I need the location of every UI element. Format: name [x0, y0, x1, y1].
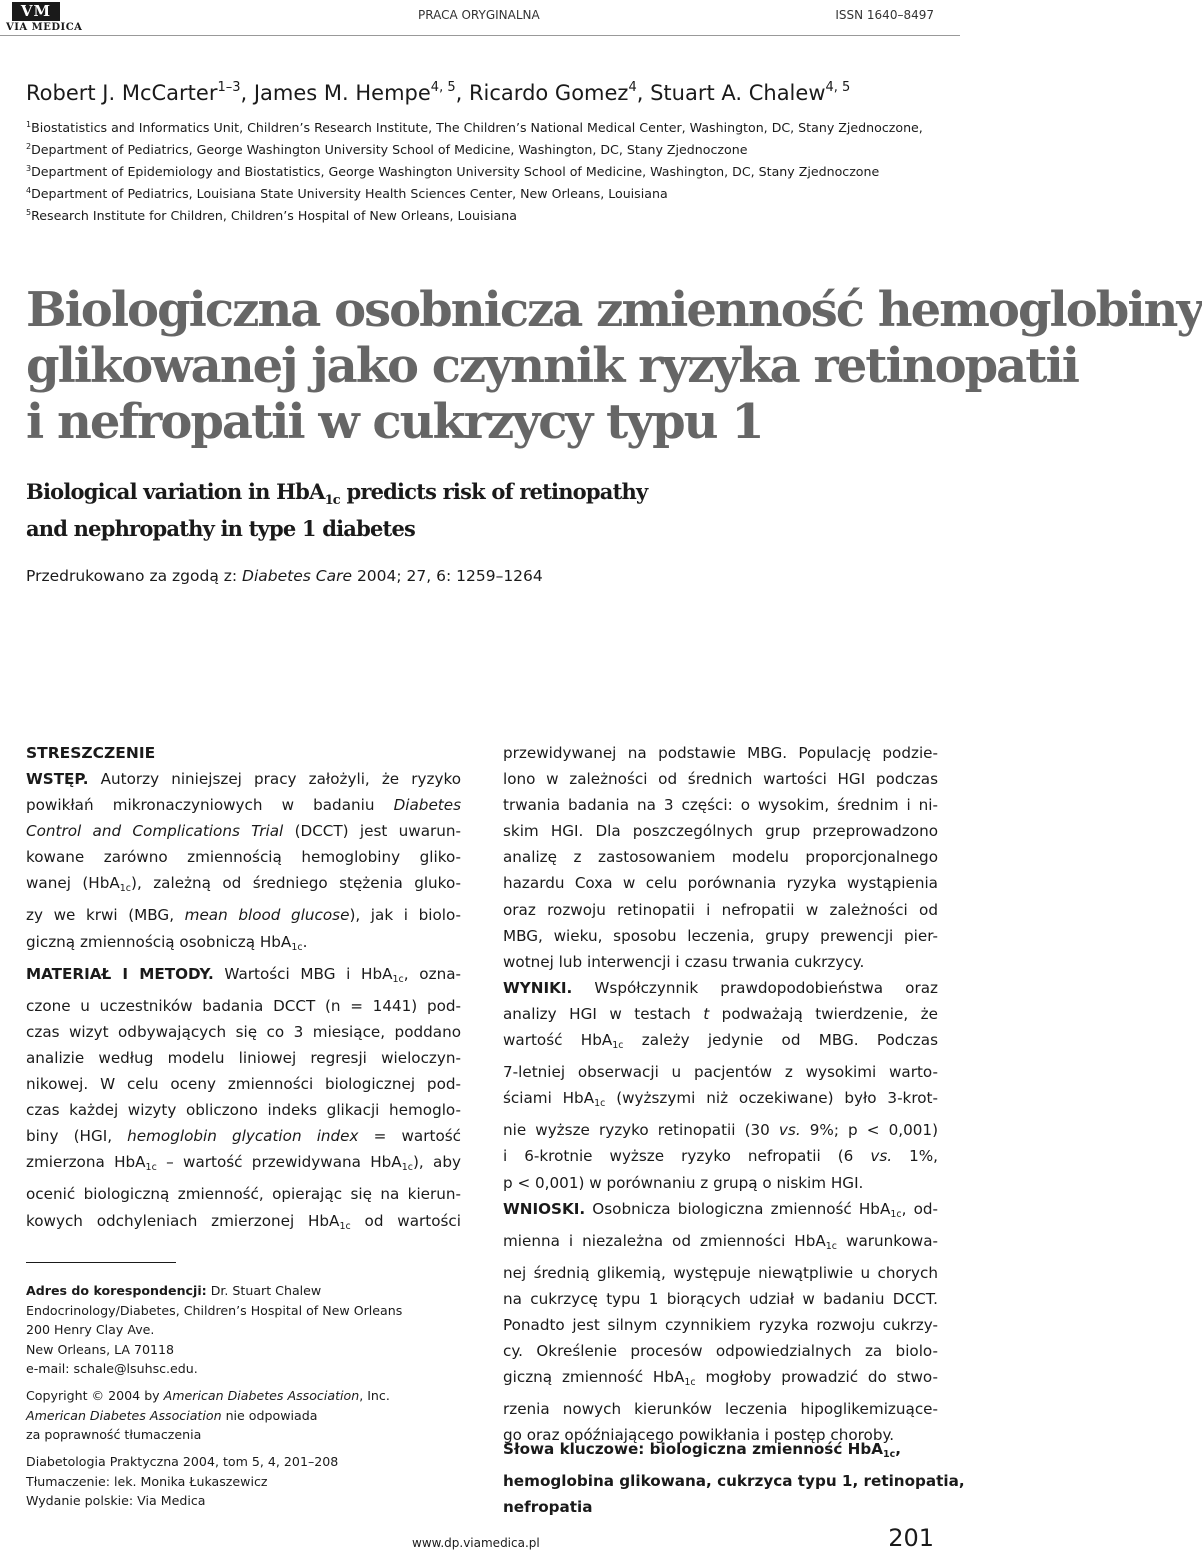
logo-text: VIA MEDICA: [6, 22, 83, 33]
abstract-line: oraz rozwoju retinopatii i nefropatii w zależności od: [503, 900, 938, 919]
publication-block: Diabetologia Praktyczna 2004, tom 5, 4, 201–208 Tłumaczenie: lek. Monika Łukaszewicz Wydanie polskie: Via Medica: [26, 1454, 339, 1508]
abstract-line: skim HGI. Dla poszczególnych grup przeprowadzono: [503, 822, 938, 841]
abstract-line: biny (HGI, hemoglobin glycation index = wartość: [26, 1127, 461, 1146]
abstract-heading: STRESZCZENIE: [26, 744, 156, 762]
title-line: Biological variation in HbA$_{1c}$ predicts risk of retinopathy: [26, 479, 648, 508]
abstract-line: 7-letniej obserwacji u pacjentów z wysokimi warto-: [503, 1063, 938, 1082]
abstract-line: zy we krwi (MBG, mean blood glucose), jak i biolo-: [26, 906, 462, 925]
abstract-line: wartość HbA$_{1c}$ zależy jedynie od MBG. Podczas: [503, 1031, 938, 1052]
article-title-english: [26, 478, 647, 543]
abstract-right-column: [503, 740, 938, 1448]
abstract-line: MATERIAŁ I METODY. Wartości MBG i HbA$_{1c}$, ozna-: [26, 964, 461, 985]
title-line: Biologiczna osobnicza zmienność hemoglobiny: [26, 282, 1202, 338]
affiliation-item: $^5$Research Institute for Children, Children’s Hospital of New Orleans, Louisiana: [26, 208, 517, 223]
abstract-line: WSTĘP. Autorzy niniejszej pracy założyli, że ryzyko: [26, 770, 461, 788]
section-label: MATERIAŁ I METODY.: [26, 964, 214, 983]
abstract-line: Control and Complications Trial (DCCT) jest uwarun-: [26, 822, 461, 841]
abstract-line: giczną zmienność HbA$_{1c}$ mogłoby prowadzić do stwo-: [503, 1368, 938, 1389]
correspondence-email: e-mail: schale@lsuhsc.edu.: [26, 1361, 198, 1376]
abstract-line: analizy HGI w testach t podważają twierdzenie, że: [503, 1004, 938, 1023]
author-affiliation-marker: 4, 5: [825, 80, 851, 95]
abstract-line: analizie według modelu liniowej regresji wieloczyn-: [26, 1048, 461, 1067]
page-number: 201: [888, 1524, 934, 1552]
abstract-line: giczną zmiennością osobniczą HbA$_{1c}$.: [26, 932, 308, 953]
abstract-line: Ponadto jest silnym czynnikiem ryzyka rozwoju cukrzy-: [503, 1315, 938, 1334]
section-label: WNIOSKI.: [503, 1199, 586, 1218]
header-divider: [0, 35, 960, 36]
footnote-divider: [26, 1262, 176, 1263]
author-affiliation-marker: 4: [628, 80, 637, 95]
abstract-line: wanej (HbA$_{1c}$), zależną od średniego stężenia gluko-: [26, 874, 461, 895]
affiliation-item: $^1$Biostatistics and Informatics Unit, Children’s Research Institute, The Children’s National Medical Center, Washington, DC, Stany Zjednoczone,: [26, 120, 923, 135]
abstract-line: i 6-krotnie wyższe ryzyko nefropatii (6 vs. 1%,: [503, 1147, 939, 1166]
abstract-line: kowane zarówno zmiennością hemoglobiny gliko-: [26, 848, 461, 867]
correspondence-block: Adres do korespondencji: Dr. Stuart Chalew Endocrinology/Diabetes, Children’s Hospital of New Orleans 200 Henry Clay Ave. New Orleans, LA 70118 e-mail: schale@lsuhsc.edu.: [26, 1281, 402, 1379]
author-affiliation-marker: 4, 5: [430, 80, 456, 95]
abstract-line: WYNIKI. Współczynnik prawdopodobieństwa oraz: [503, 978, 938, 997]
abstract-line: przewidywanej na podstawie MBG. Populację podzie-: [503, 744, 938, 762]
abstract-line: cy. Określenie procesów odpowiedzialnych za biolo-: [503, 1342, 938, 1361]
issn: ISSN 1640–8497: [835, 8, 934, 22]
abstract-line: powikłań mikronaczyniowych w badaniu Diabetes: [26, 796, 461, 815]
abstract-line: na cukrzycę typu 1 biorących udział w badaniu DCCT.: [503, 1289, 938, 1308]
abstract-line: ocenić biologiczną zmienność, opierając się na kierun-: [26, 1185, 461, 1204]
abstract-line: czas każdej wizyty obliczono indeks glikacji hemoglo-: [26, 1101, 461, 1120]
publisher-logo: [6, 2, 83, 36]
title-line: glikowanej jako czynnik ryzyka retinopatii: [26, 338, 1078, 394]
abstract-line: go oraz opóźniającego powikłania i postęp choroby.: [503, 1426, 895, 1445]
section-label: WYNIKI.: [503, 978, 573, 997]
affiliations: [26, 115, 923, 225]
abstract-line: kowych odchyleniach zmierzonej HbA$_{1c}$ od wartości: [26, 1211, 461, 1232]
abstract-line: p < 0,001) w porównaniu z grupą o niskim HGI.: [503, 1173, 864, 1192]
author-name: , Ricardo Gomez: [455, 81, 629, 105]
abstract-left-column: [26, 740, 461, 1240]
abstract-line: czas wizyt odbywających się co 3 miesiące, poddano: [26, 1022, 461, 1041]
abstract-line: wotnej lub interwencji i czasu trwania cukrzycy.: [503, 952, 865, 971]
author-list: [26, 80, 850, 105]
affiliation-item: $^3$Department of Epidemiology and Biostatistics, George Washington University School of Medicine, Washington, DC, Stany Zjednoczone: [26, 164, 880, 179]
title-line: and nephropathy in type 1 diabetes: [26, 516, 416, 541]
author-name: , James M. Hempe: [240, 81, 431, 105]
abstract-line: WNIOSKI. Osobnicza biologiczna zmienność HbA$_{1c}$, od-: [503, 1199, 938, 1220]
author-name: Robert J. McCarter: [26, 81, 218, 105]
footer-url: www.dp.viamedica.pl: [412, 1536, 540, 1550]
article-type: PRACA ORYGINALNA: [418, 8, 540, 22]
abstract-line: hazardu Coxa w celu porównania ryzyka wystąpienia: [503, 874, 938, 893]
abstract-line: rzenia nowych kierunków leczenia hipoglikemizuące-: [503, 1400, 938, 1419]
abstract-line: MBG, wieku, sposobu leczenia, grupy prewencji pier-: [503, 926, 938, 945]
keywords: Słowa kluczowe: biologiczna zmienność HbA$_{1c}$, hemoglobina glikowana, cukrzyca typu 1, retinopatia, nefropatia: [503, 1440, 965, 1516]
abstract-line: zmierzona HbA$_{1c}$ – wartość przewidywana HbA$_{1c}$), aby: [26, 1153, 461, 1174]
article-title-polish: [26, 282, 1202, 450]
abstract-line: nie wyższe ryzyko retinopatii (30 vs. 9%; p < 0,001): [503, 1121, 938, 1140]
logo-mark: VM: [12, 2, 60, 21]
reprint-note: Przedrukowano za zgodą z: Diabetes Care 2004; 27, 6: 1259–1264: [26, 567, 543, 585]
source-journal: Diabetes Care: [242, 567, 353, 585]
author-affiliation-marker: 1–3: [217, 80, 241, 95]
abstract-line: ściami HbA$_{1c}$ (wyższymi niż oczekiwane) było 3-krot-: [503, 1089, 938, 1110]
affiliation-item: $^4$Department of Pediatrics, Louisiana State University Health Sciences Center, New Orleans, Louisiana: [26, 186, 668, 201]
abstract-line: analizę z zastosowaniem modelu proporcjonalnego: [503, 848, 938, 867]
abstract-line: trwania badania na 3 części: o wysokim, średnim i ni-: [503, 796, 938, 815]
copyright-block: Copyright © 2004 by American Diabetes Association, Inc. American Diabetes Association nie odpowiada za poprawność tłumaczenia: [26, 1388, 390, 1442]
section-label: WSTĘP.: [26, 770, 89, 788]
abstract-line: lono w zależności od średnich wartości HGI podczas: [503, 770, 938, 789]
abstract-line: czone u uczestników badania DCCT (n = 1441) pod-: [26, 996, 461, 1015]
author-name: , Stuart A. Chalew: [636, 81, 826, 105]
abstract-line: mienna i niezależna od zmienności HbA$_{1c}$ warunkowa-: [503, 1231, 938, 1252]
abstract-line: nikowej. W celu oceny zmienności biologicznej pod-: [26, 1075, 461, 1094]
affiliation-item: $^2$Department of Pediatrics, George Washington University School of Medicine, Washington, DC, Stany Zjednoczone: [26, 142, 748, 157]
abstract-line: nej średnią glikemią, występuje niewątpliwie u chorych: [503, 1263, 938, 1282]
title-line: i nefropatii w cukrzycy typu 1: [26, 394, 763, 450]
